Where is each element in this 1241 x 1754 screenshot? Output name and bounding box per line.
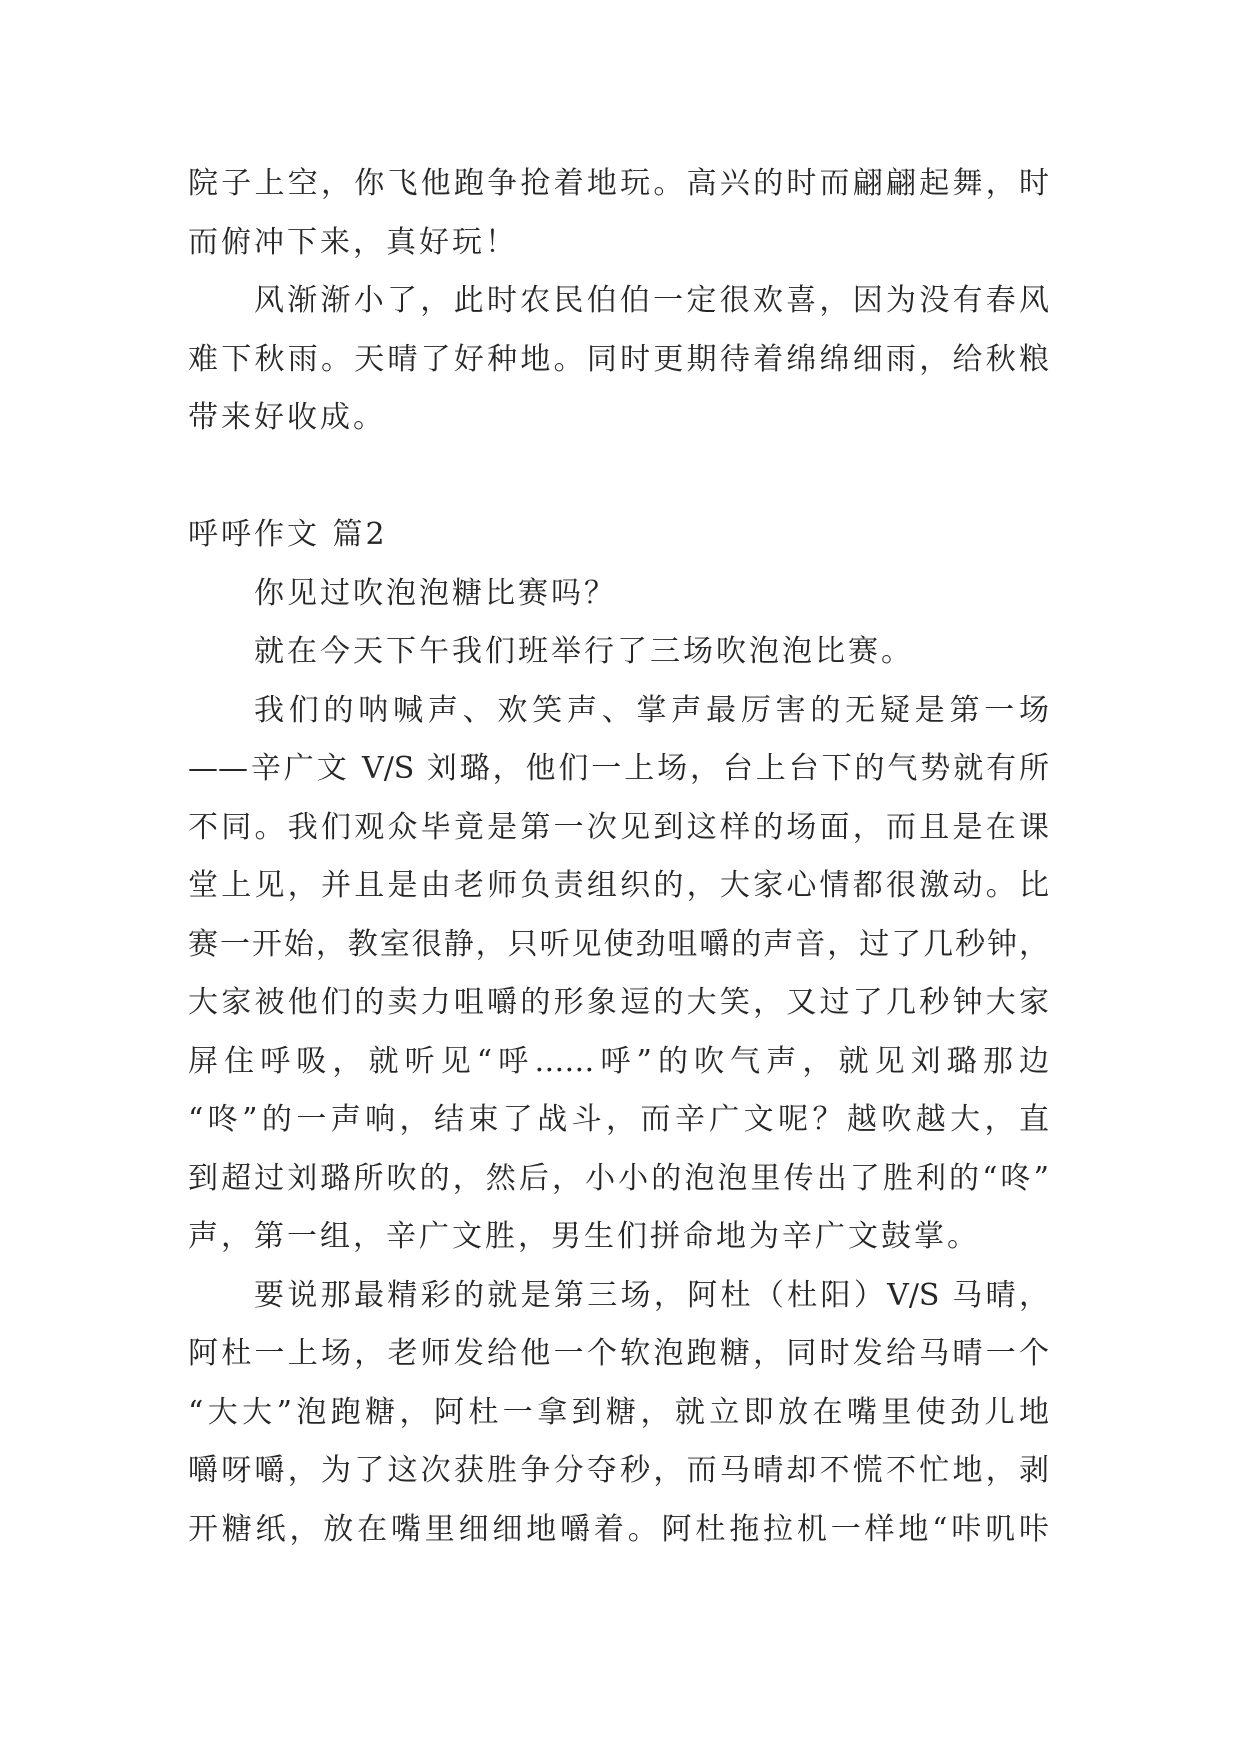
paragraph bbox=[188, 155, 1049, 272]
paragraph bbox=[188, 272, 1049, 448]
paragraph-line: 大家被他们的卖力咀嚼的形象逗的大笑，又过了几秒钟大家 bbox=[188, 985, 1049, 1020]
paragraph-line: 声，第一组，辛广文胜，男生们拼命地为辛广文鼓掌。 bbox=[188, 1219, 980, 1254]
paragraph-line: 院子上空，你飞他跑争抢着地玩。高兴的时而翩翩起舞，时 bbox=[188, 166, 1049, 201]
paragraph-line: 就在今天下午我们班举行了三场吹泡泡比赛。 bbox=[254, 634, 914, 669]
paragraph-line: 屏住呼吸，就听见“呼……呼”的吹气声，就见刘璐那边 bbox=[188, 1043, 1049, 1079]
paragraph-line: “大大”泡跑糖，阿杜一拿到糖，就立即放在嘴里使劲儿地 bbox=[188, 1394, 1049, 1430]
section-title: 呼呼作文 篇2 bbox=[188, 517, 388, 552]
paragraph bbox=[188, 565, 1049, 624]
paragraph-line: 开糖纸，放在嘴里细细地嚼着。阿杜拖拉机一样地“咔叽咔 bbox=[188, 1511, 1049, 1547]
paragraph-line: 嚼呀嚼，为了这次获胜争分夺秒，而马晴却不慌不忙地，剥 bbox=[188, 1453, 1049, 1488]
paragraph bbox=[188, 1267, 1049, 1560]
paragraph-line: 赛一开始，教室很静，只听见使劲咀嚼的声音，过了几秒钟， bbox=[188, 926, 1049, 962]
paragraph-line: 带来好收成。 bbox=[188, 400, 386, 435]
paragraph-line: 风渐渐小了，此时农民伯伯一定很欢喜，因为没有春风 bbox=[254, 283, 1049, 318]
paragraph-line: 到超过刘璐所吹的，然后，小小的泡泡里传出了胜利的“咚” bbox=[188, 1160, 1049, 1196]
paragraph-line: “咚”的一声响，结束了战斗，而辛广文呢？越吹越大，直 bbox=[188, 1102, 1049, 1137]
paragraph-line: 要说那最精彩的就是第三场，阿杜（杜阳）V/S 马晴， bbox=[254, 1277, 1049, 1313]
paragraph bbox=[188, 623, 1049, 682]
paragraph-line: 不同。我们观众毕竟是第一次见到这样的场面，而且是在课 bbox=[188, 809, 1049, 845]
paragraph-line: 我们的呐喊声、欢笑声、掌声最厉害的无疑是第一场 bbox=[254, 692, 1049, 728]
paragraph-line: 难下秋雨。天晴了好种地。同时更期待着绵绵细雨，给秋粮 bbox=[188, 341, 1049, 377]
paragraph-line: 堂上见，并且是由老师负责组织的，大家心情都很激动。比 bbox=[188, 868, 1049, 903]
document-page bbox=[188, 155, 1049, 1559]
paragraph-line: ——辛广文 V/S 刘璐，他们一上场，台上台下的气势就有所 bbox=[188, 751, 1049, 786]
paragraph-line: 阿杜一上场，老师发给他一个软泡跑糖，同时发给马晴一个 bbox=[188, 1336, 1049, 1371]
paragraph bbox=[188, 682, 1049, 1267]
blank-line bbox=[188, 448, 1049, 507]
paragraph-line: 而俯冲下来，真好玩！ bbox=[188, 224, 518, 260]
paragraph-line: 你见过吹泡泡糖比赛吗？ bbox=[254, 575, 617, 611]
